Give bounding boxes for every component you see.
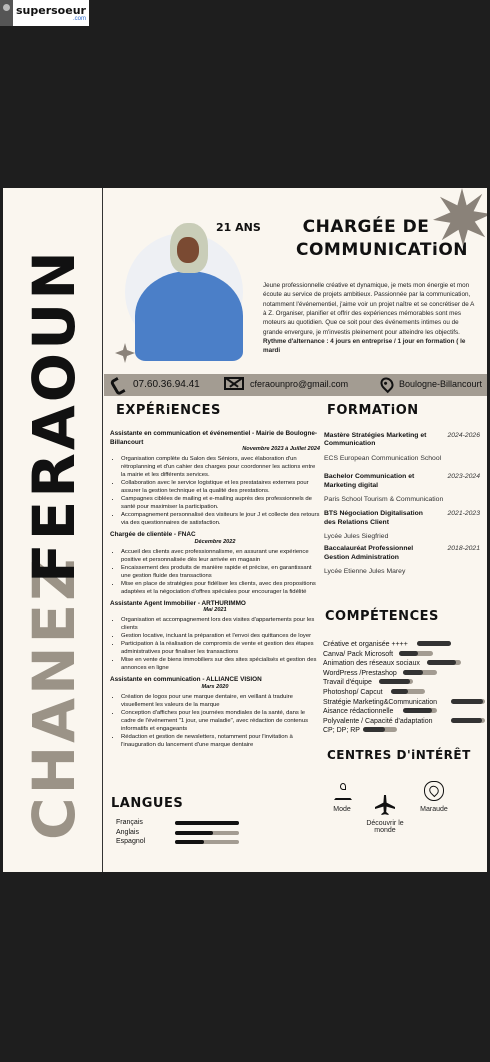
cv-document [3,188,487,872]
intro-text: Jeune professionnelle créative et dynamique, je mets mon énergie et mon écoute au service de projets ambitieux. Passionnée par la communication, notamment l'événementiel, j'aime voir un projet naître et se concrétiser de A à Z. Organiser, planifier et offrir des expériences mémorables sont mes moteurs au quotidien. Que ce soit pour des événements intimes ou de grande envergure, je m'investis pleinement pour atteindre les objectifs. [263,282,475,336]
email-contact[interactable] [224,377,348,390]
job-bullet: • Organisation complète du Salon des Séniors, avec élaboration d'un rétroplanning et d'un cahier des charges pour coordonner les actions entre la mairie et les différents services. [121,455,320,479]
job-bullet: • Conception d'affiches pour les journées mondiales de la santé, dans le cadre de l'événement "1 jour, une maladie", avec rédaction de contenus informatifs et engageants [121,709,320,733]
logo-sub-text: .com [72,15,86,22]
skill-level-bar [417,641,451,646]
job-bullets [121,693,320,749]
skill-row [323,698,487,708]
interest-label: Mode [333,806,351,813]
formation-entry [324,473,484,504]
skill-level-fill [417,641,451,646]
formation-entry [324,510,484,541]
supersoeur-logo[interactable] [0,0,89,26]
job-bullet: • Campagnes ciblées de mailing et e-mailing auprès des professionnels de santé pour maximiser la participation. [121,495,320,511]
formation-school: Lycée Jules Siegfried [324,533,389,541]
job-title: Assistante en communication et événementiel - Mairie de Boulogne- Billancourt [110,430,318,446]
alternance-rhythm: Rythme d'alternance : 4 jours en entreprise / 1 jour en formation ( le mardi [263,337,466,355]
sparkle-decoration-icon [115,343,135,363]
skill-level-bar [391,689,425,694]
skill-level-bar [427,660,461,665]
phone-contact[interactable] [111,377,200,391]
language-label: Français [116,819,143,826]
language-level-bar [175,821,239,825]
formation-date: 2018-2021 [447,545,480,553]
skill-row [323,650,487,660]
language-level-bar [175,831,239,835]
formation-entry [324,545,484,576]
job-title: Chargée de clientèle - FNAC [110,531,196,539]
skill-row [323,640,487,650]
email-address: cferaounpro@gmail.com [250,378,349,389]
skill-level-fill [451,718,482,723]
formation-school: Paris School Tourism & Communication [324,496,444,504]
langues-heading: LANGUES [111,796,184,811]
job-bullet: • Collaboration avec le service logistique et les prestataires externes pour assurer la gestion technique et la qualité des prestations. [121,479,320,495]
interest-label: Découvrir le monde [366,820,404,834]
skill-row [323,659,487,669]
job-bullets [121,616,320,672]
job-bullets [121,455,320,527]
formation-list [324,432,484,581]
formation-title: Bachelor Communication et Marketing digital [324,473,415,489]
skill-label: Animation des réseaux sociaux [323,660,420,668]
formation-date: 2024-2026 [447,432,480,439]
skill-level-bar [403,708,437,713]
skill-row [323,726,487,736]
last-name: FERAOUN [20,248,88,583]
job-bullet: • Accueil des clients avec professionnalisme, en assurant une expérience positive et personnalisée dès leur arrivée en magasin [121,548,320,564]
job-bullet: • Organisation et accompagnement lors des visites d'appartements pour les clients [121,616,320,632]
skill-label: Photoshop/ Capcut [323,688,383,696]
skill-level-bar [399,651,433,656]
job-bullet: • Création de logos pour une marque dentaire, en veillant à traduire visuellement les valeurs de la marque [121,693,320,709]
job-date: Mars 2020 [201,683,229,690]
job-title: Assistante Agent Immobilier - ARTHURIMMO [110,599,246,607]
language-level-fill [175,840,204,844]
location-pin-icon [378,375,396,393]
job-bullet: • Mise en vente de biens immobiliers sur des sites spécialisés et gestion des annonces en ligne [121,656,320,672]
location-text: Boulogne-Billancourt [399,379,483,389]
logo-figure-icon [0,0,13,26]
job-title-line-2: COMMUNICATiON [296,239,469,260]
skill-level-bar [363,727,397,732]
skill-label: Aisance rédactionnelle [323,708,394,716]
formation-date: 2021-2023 [447,510,480,518]
skill-level-bar [403,670,437,675]
language-label: Espagnol [116,838,146,846]
skill-row [323,717,487,727]
skill-level-fill [363,727,385,732]
skill-row [323,707,487,717]
formation-date: 2023-2024 [447,473,480,481]
skill-label: Stratégie Marketing&Communication [323,698,437,706]
formation-title: Baccalauréat Professionnel Gestion Administration [324,545,414,561]
job-date: Novembre 2023 à Juillet 2024 [242,446,320,453]
phone-icon [111,377,125,391]
skill-row [323,688,487,698]
skill-level-fill [403,670,423,675]
first-name: CHANEZ [20,555,88,840]
skill-label: Travail d'équipe [323,679,372,687]
job-bullets [121,548,320,596]
job-bullet: • Accompagnement personnalisé des visiteurs le jour J et collecte des retours via des questionnaires de satisfaction. [121,511,320,527]
job-date: Mai 2021 [203,607,227,614]
job-bullet: • Gestion locative, incluant la préparation et l'envoi des quittances de loyer [121,632,320,640]
name-band [3,188,103,872]
skill-level-fill [399,651,418,656]
language-level-fill [175,831,213,835]
helping-hands-icon [424,781,444,801]
logo-main-text: supersoeur [16,3,86,17]
formation-title: Mastère Stratégies Marketing et Communication [324,432,427,448]
language-level-fill [175,821,239,825]
job-date: Décembre 2022 [194,538,236,545]
interests-heading: CENTRES D'iNTÉRÊT [327,748,471,762]
job-title-line-1: CHARGÉE DE [302,217,430,237]
formation-heading: FORMATiON [327,403,419,418]
airplane-icon [375,795,395,815]
intro-paragraph [263,281,478,356]
skill-label: Créative et organisée ++++ [323,641,408,648]
skill-level-fill [403,708,432,713]
language-label: Anglais [116,828,139,836]
phone-number: 07.60.36.94.41 [133,378,200,390]
contact-bar [104,374,487,396]
job-bullet: • Mise en place de stratégies pour fidéliser les clients, avec des propositions adaptées et la négociation d'offres spéciales pour encourager la fidélité [121,580,320,596]
skill-level-bar [379,679,413,684]
skill-level-bar [451,718,485,723]
skill-level-fill [427,660,456,665]
hanger-icon [332,781,352,801]
skills-list [323,640,487,736]
interest-label: Maraude [420,806,448,813]
job-title [296,216,469,262]
skill-label: Polyvalente / Capacité d'adaptation [323,717,433,725]
skill-level-fill [451,699,483,704]
skill-level-fill [379,679,410,684]
job-bullet: • Rédaction et gestion de newsletters, notamment pour l'invitation à l'inauguration du lancement d'une marque dentaire [121,733,320,749]
formation-entry [324,432,484,463]
skill-label: CP; DP; RP [323,727,360,735]
skill-row [323,678,487,688]
job-title: Assistante en communication - ALLIANCE VISION [110,676,262,684]
job-bullet: • Encaissement des produits de manière rapide et précise, en garantissant une gestion fluide des transactions [121,564,320,580]
interest-maraude [404,781,464,813]
location-contact [381,377,482,391]
skill-label: WordPress /Prestashop [323,669,397,677]
formation-title: BTS Négociation Digitalisation des Relations Client [324,510,423,526]
experiences-heading: EXPÉRiENCES [116,403,221,418]
formation-school: ECS European Communication School [324,454,442,462]
skill-level-bar [451,699,485,704]
age: 21 ANS [216,221,261,234]
skill-level-fill [391,689,408,694]
competences-heading: COMPÉTENCES [325,609,439,624]
skill-row [323,669,487,679]
job-bullet: • Participation à la réalisation de compromis de vente et gestion des étapes administratives pour finaliser les transactions [121,640,320,656]
language-level-bar [175,840,239,844]
formation-school: Lycée Etienne Jules Marey [324,568,406,576]
profile-photo [115,223,253,363]
mail-icon [224,377,244,390]
experiences-list [110,426,320,749]
star-decoration-icon [433,188,487,246]
languages-list [116,818,145,847]
skill-label: Canva/ Pack Microsoft [323,650,394,658]
